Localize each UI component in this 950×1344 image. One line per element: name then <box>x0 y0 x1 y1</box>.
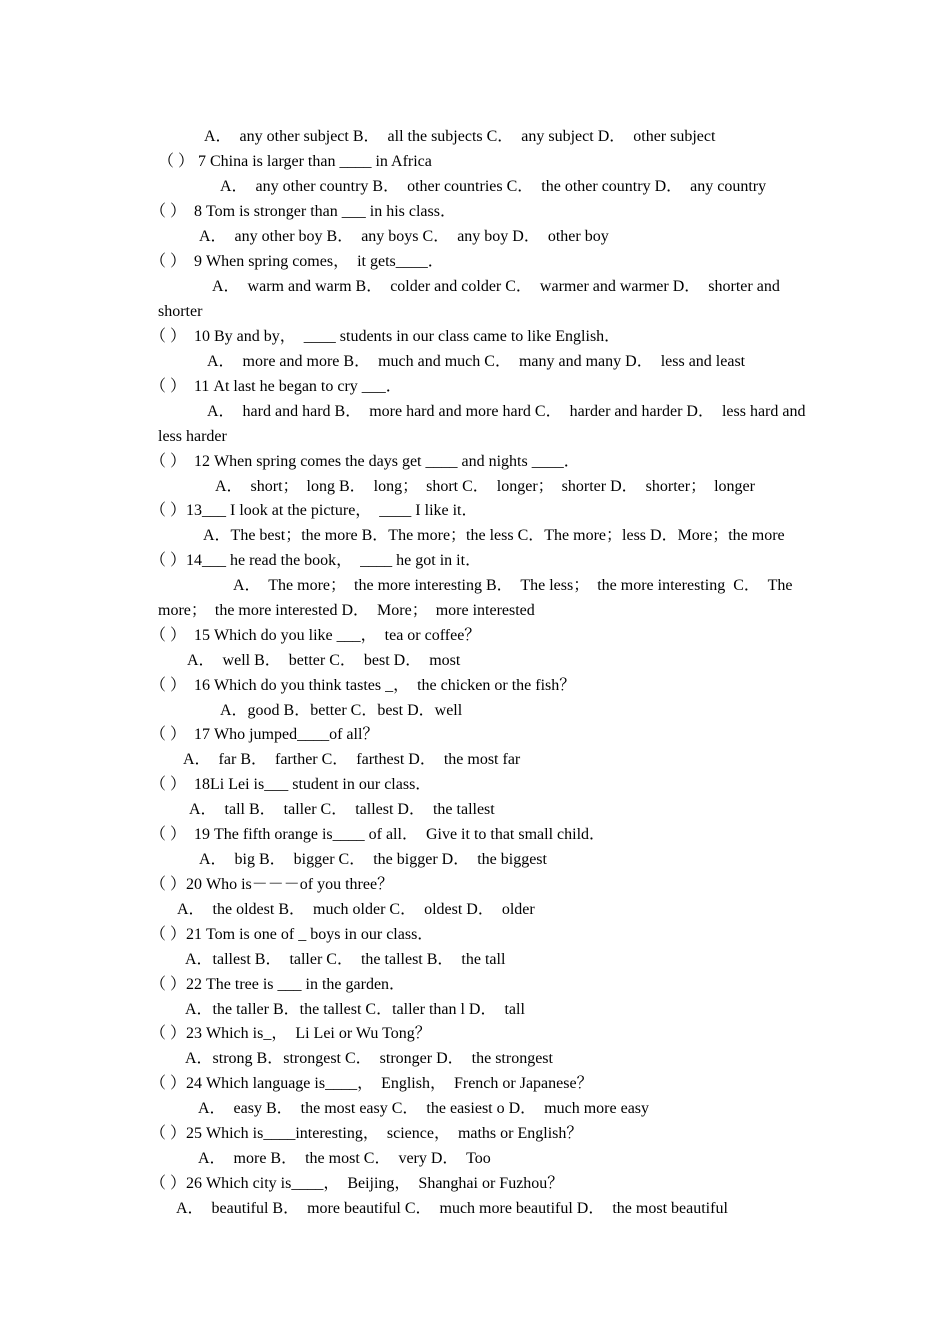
options-line-22: A．the taller B．the tallest C．taller than l D． tall <box>185 1001 525 1018</box>
question-24: （ ）24 Which language is____， English， French or Japanese？ <box>150 1075 593 1092</box>
options-line-25: A． more B． the most C． very D． Too <box>198 1150 491 1167</box>
options-line-9-cont: shorter <box>158 303 203 320</box>
options-line-12: A． short； long B． long； short C． longer； shorter D． shorter； longer <box>215 478 755 495</box>
options-line-19: A． big B． bigger C． the bigger D． the biggest <box>199 851 547 868</box>
question-9: （ ） 9 When spring comes， it gets____． <box>150 253 444 270</box>
question-8: （ ） 8 Tom is stronger than ___ in his class． <box>150 203 456 220</box>
options-line-9: A． warm and warm B． colder and colder C． warmer and warmer D． shorter and <box>212 278 780 295</box>
question-22: （ ）22 The tree is ___ in the garden． <box>150 976 406 993</box>
question-20: （ ）20 Who is－－－of you three？ <box>150 876 394 893</box>
options-line-6: A． any other subject B． all the subjects C． any subject D． other subject <box>204 128 716 145</box>
question-25: （ ）25 Which is____interesting， science， maths or English？ <box>150 1125 583 1142</box>
options-line-26: A． beautiful B． more beautiful C． much more beautiful D． the most beautiful <box>176 1200 728 1217</box>
question-11: （ ） 11 At last he began to cry ___． <box>150 378 402 395</box>
options-line-21: A．tallest B． taller C． the tallest B． the tall <box>185 951 506 968</box>
question-23: （ ）23 Which is_， Li Lei or Wu Tong？ <box>150 1025 431 1042</box>
options-line-16: A．good B．better C．best D．well <box>220 702 463 719</box>
options-line-14: A． The more； the more interesting B． The less； the more interesting C． The <box>233 577 793 594</box>
question-18: （ ） 18Li Lei is___ student in our class． <box>150 776 432 793</box>
options-line-17: A． far B． farther C． farthest D． the most far <box>183 751 521 768</box>
options-line-7: A． any other country B． other countries C． the other country D． any country <box>220 178 767 195</box>
question-15: （ ） 15 Which do you like ___， tea or coffee？ <box>150 627 481 644</box>
question-7: （ ） 7 China is larger than ____ in Africa <box>158 153 432 170</box>
question-16: （ ） 16 Which do you think tastes _， the chicken or the fish？ <box>150 677 576 694</box>
question-26: （ ）26 Which city is____， Beijing， Shanghai or Fuzhou？ <box>150 1175 564 1192</box>
question-12: （ ） 12 When spring comes the days get ____ and nights ____． <box>150 453 580 470</box>
question-10: （ ） 10 By and by， ____ students in our class came to like English． <box>150 328 621 345</box>
options-line-13: A．The best；the more B．The more；the less C．The more；less D．More；the more <box>203 527 785 544</box>
options-line-10: A． more and more B． much and much C． many and many D． less and least <box>207 353 746 370</box>
options-line-15: A． well B． better C． best D． most <box>187 652 461 669</box>
options-line-24: A． easy B． the most easy C． the easiest o D． much more easy <box>198 1100 650 1117</box>
question-14: （ ）14___ he read the book， ____ he got in it． <box>150 552 482 569</box>
options-line-20: A． the oldest B． much older C． oldest D． older <box>177 901 535 918</box>
options-line-18: A． tall B． taller C． tallest D． the tallest <box>189 801 495 818</box>
options-line-11-cont: less harder <box>158 428 227 445</box>
options-line-14-cont: more； the more interested D． More； more interested <box>158 602 535 619</box>
options-line-8: A． any other boy B． any boys C． any boy D． other boy <box>199 228 609 245</box>
question-13: （ ）13___ I look at the picture， ____ I like it． <box>150 502 478 519</box>
question-19: （ ） 19 The fifth orange is____ of all． Give it to that small child． <box>150 826 606 843</box>
options-line-23: A．strong B．strongest C． stronger D． the strongest <box>185 1050 553 1067</box>
question-17: （ ） 17 Who jumped____of all？ <box>150 726 379 743</box>
question-21: （ ）21 Tom is one of _ boys in our class． <box>150 926 434 943</box>
options-line-11: A． hard and hard B． more hard and more hard C． harder and harder D． less hard and <box>207 403 806 420</box>
